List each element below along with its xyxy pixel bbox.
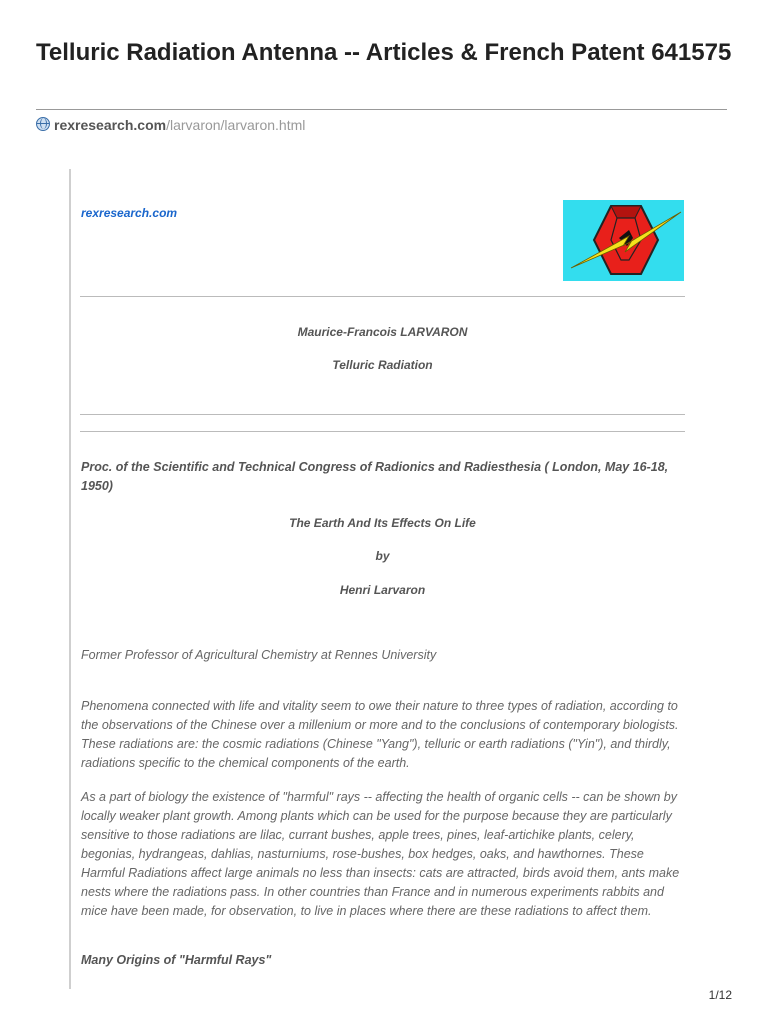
globe-icon — [36, 117, 50, 131]
proceedings-citation: Proc. of the Scientific and Technical Congress of Radionics and Radiesthesia ( London, May 16-18, 1950) — [81, 460, 669, 493]
source-url[interactable] — [36, 116, 305, 134]
source-path[interactable]: /larvaron/larvaron.html — [166, 117, 306, 133]
paper-title: The Earth And Its Effects On Life — [289, 516, 476, 530]
author-name: Maurice-Francois LARVARON — [297, 325, 468, 339]
page-title: Telluric Radiation Antenna -- Articles & French Patent 641575 — [36, 39, 732, 66]
title-divider — [36, 109, 727, 110]
hexagon-lightning-logo[interactable] — [563, 200, 684, 281]
author-affiliation: Former Professor of Agricultural Chemistry at Rennes University — [81, 648, 437, 662]
paper-author: Henri Larvaron — [339, 583, 426, 597]
byline-by: by — [375, 549, 390, 563]
divider — [80, 431, 685, 432]
subject-title: Telluric Radiation — [332, 358, 433, 372]
divider — [80, 414, 685, 415]
body-paragraph: Phenomena connected with life and vitality seem to owe their nature to three types of radiation, according to the observations of the Chinese over a millenium or more and to the conclusions of contemporary biologists. These radiations are: the cosmic radiations (Chinese "Yang"), telluric or earth radiations ("Yin"), and thirdly, radiations specific to the chemical components of the earth. — [81, 699, 679, 770]
body-paragraph: As a part of biology the existence of "harmful" rays -- affecting the health of organic cells -- can be shown by locally weaker plant growth. Among plants which can be used for the purpose because they are particularly sensitive to those radiations are lilac, currant bushes, apple trees, pines, leaf-artichike plants, celery, begonias, hydrangeas, dahlias, nasturniums, rose-bushes, box hedges, oaks, and hawthornes. These Harmful Radiations affect large animals no less than insects: cats are attracted, birds avoid them, ants make nests where the radiations pass. In other countries than France and in numerous experiments rabbits and mice have been made, for observation, to live in places where there are these radiations to affect them. — [81, 790, 680, 918]
quote-bar — [69, 169, 71, 989]
divider — [80, 296, 685, 297]
page-number: 1/12 — [708, 988, 732, 1002]
source-domain[interactable]: rexresearch.com — [54, 117, 167, 133]
section-heading: Many Origins of "Harmful Rays" — [81, 953, 272, 967]
site-link[interactable]: rexresearch.com — [81, 206, 178, 220]
